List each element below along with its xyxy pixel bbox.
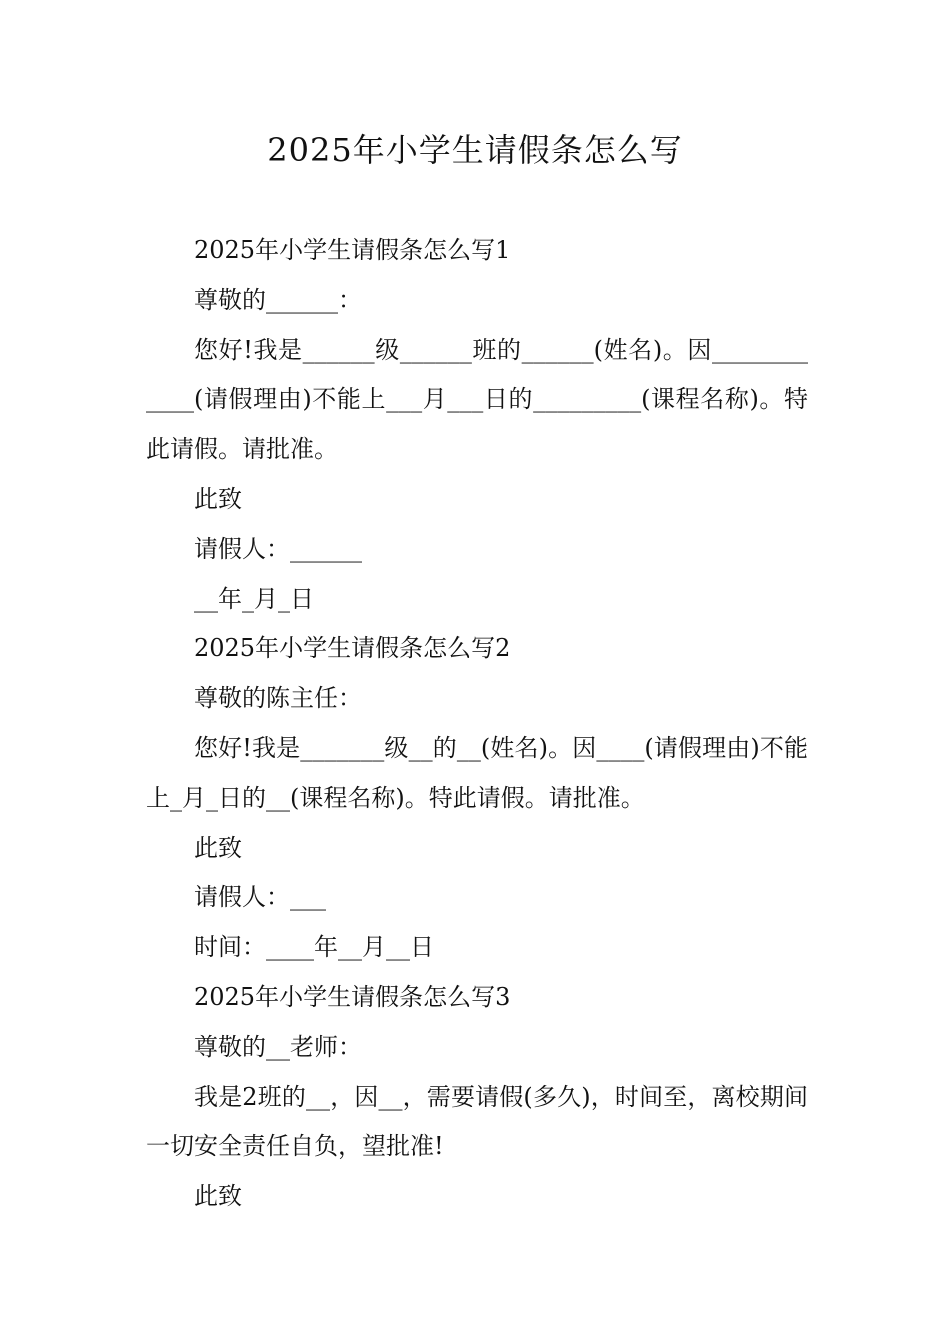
document-title: 2025年小学生请假条怎么写 xyxy=(267,131,683,169)
applicant-1: 请假人：______ xyxy=(194,534,362,563)
salutation-3: 尊敬的__老师： xyxy=(194,1032,362,1061)
closing-1: 此致 xyxy=(194,484,242,513)
section-heading-1: 2025年小学生请假条怎么写1 xyxy=(194,236,511,264)
salutation-1: 尊敬的______： xyxy=(194,285,362,314)
leave-request-body-2: 您好!我是_______级__的__(姓名)。因____(请假理由)不能上_月_日的__(课程名称)。特此请假。请批准。 xyxy=(146,733,808,812)
leave-request-body-3: 我是2班的__，因__，需要请假(多久)，时间至，离校期间一切安全责任自负，望批准! xyxy=(146,1082,808,1161)
closing-2: 此致 xyxy=(194,833,242,862)
section-heading-3: 2025年小学生请假条怎么写3 xyxy=(194,982,511,1011)
applicant-2: 请假人：___ xyxy=(194,883,326,912)
leave-request-body-1: 您好!我是______级______班的______(姓名)。因____________(请假理由)不能上___月___日的_________(课程名称)。特此请假。请批准。 xyxy=(146,335,808,464)
document-body xyxy=(146,226,808,1222)
date-line-2: 时间：____年__月__日 xyxy=(194,933,434,962)
closing-3: 此致 xyxy=(194,1182,242,1211)
section-heading-2: 2025年小学生请假条怎么写2 xyxy=(194,634,511,663)
salutation-2: 尊敬的陈主任： xyxy=(194,684,362,713)
date-line-1: __年_月_日 xyxy=(194,584,314,613)
